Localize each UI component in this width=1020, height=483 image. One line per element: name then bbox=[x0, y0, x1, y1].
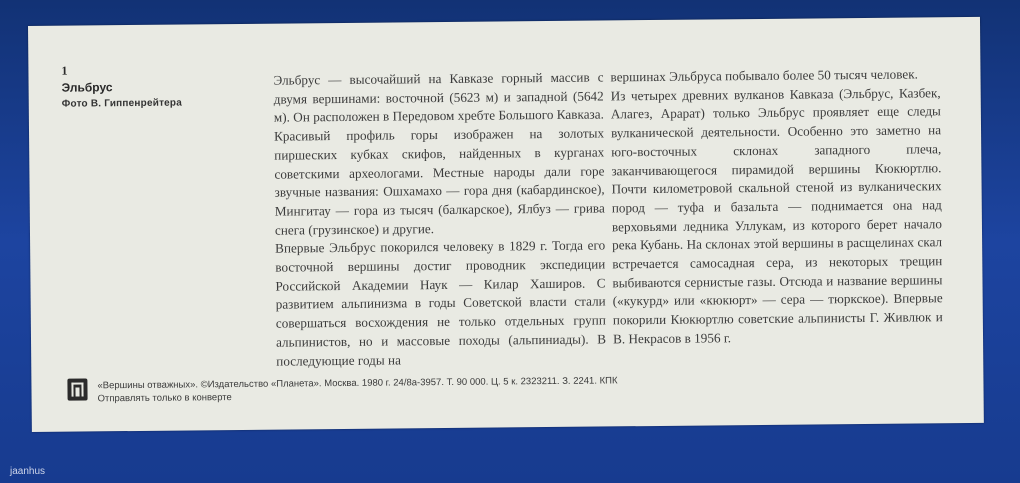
paragraph: вершинах Эльбруса побывало более 50 тысяч человек. bbox=[610, 66, 918, 85]
photo-credit: Фото В. Гиппенрейтера bbox=[61, 97, 183, 110]
planeta-logo-icon bbox=[67, 378, 87, 400]
paragraph: Впервые Эльбрус покорился человеку в 1829 г. Тогда его восточной вершины достиг проводник экспедиции Российской Академии Наук — Килар Хаширов. С развитием альпинизма в годы Советской власти стали совершаться восхождения не только отдельных групп альпинистов, но и массовые походы (альпиниады). В последующие годы на bbox=[275, 237, 607, 369]
card-title: Эльбрус bbox=[61, 80, 113, 95]
card-number: 1 bbox=[61, 63, 68, 78]
paragraph: Эльбрус — высочайший на Кавказе горный массив с двумя вершинами: восточной (5623 м) и западной (5642 м). Он расположен в Передовом хребте Большого Кавказа. Красивый профиль горы изображен на золотых пиршеских кубках скифов, найденных в курганах советскими археологами. Местные народы дали горе звучные названия: Ошхамахо — гора дня (кабардинское), Мингитау — гора из тысяч (балкарское), Ялбуз — грива снега (грузинское) и другие. bbox=[273, 69, 605, 238]
publisher-footer bbox=[97, 374, 617, 405]
envelope-note: Отправлять только в конверте bbox=[97, 392, 232, 405]
publisher-line: «Вершины отважных». ©Издательство «Планета». Москва. 1980 г. 24/8а-3957. Т. 90 000. Ц. 5 к. 2323211. З. 2241. КПК bbox=[97, 375, 618, 392]
watermark: jaanhus bbox=[10, 466, 46, 477]
postcard-back bbox=[28, 17, 984, 432]
text-column-1 bbox=[273, 68, 606, 370]
paragraph: Из четырех древних вулканов Кавказа (Эльбрус, Казбек, Алагез, Арарат) только Эльбрус проявляет еще следы вулканической деятельности. Особенно это заметно на юго-восточных склонах западного плеча, заканчивающегося пирамидой вершины Кюкюртлю. Почти километровой скальной стеной из вулканических пород — туфа и базальта — поднимается она над верховьями ледника Уллукам, из которого берет начало река Кубань. На склонах этой вершины в расщелинах скал встречается самосадная сера, из некоторых трещин выбиваются сернистые газы. Отсюда и название вершины («кукурд» или «кюкюрт» — сера — тюркское). Впервые покорили Кюкюртлю советские альпинисты Г. Живлюк и В. Некрасов в 1956 г. bbox=[610, 84, 943, 347]
text-column-2 bbox=[610, 65, 943, 349]
